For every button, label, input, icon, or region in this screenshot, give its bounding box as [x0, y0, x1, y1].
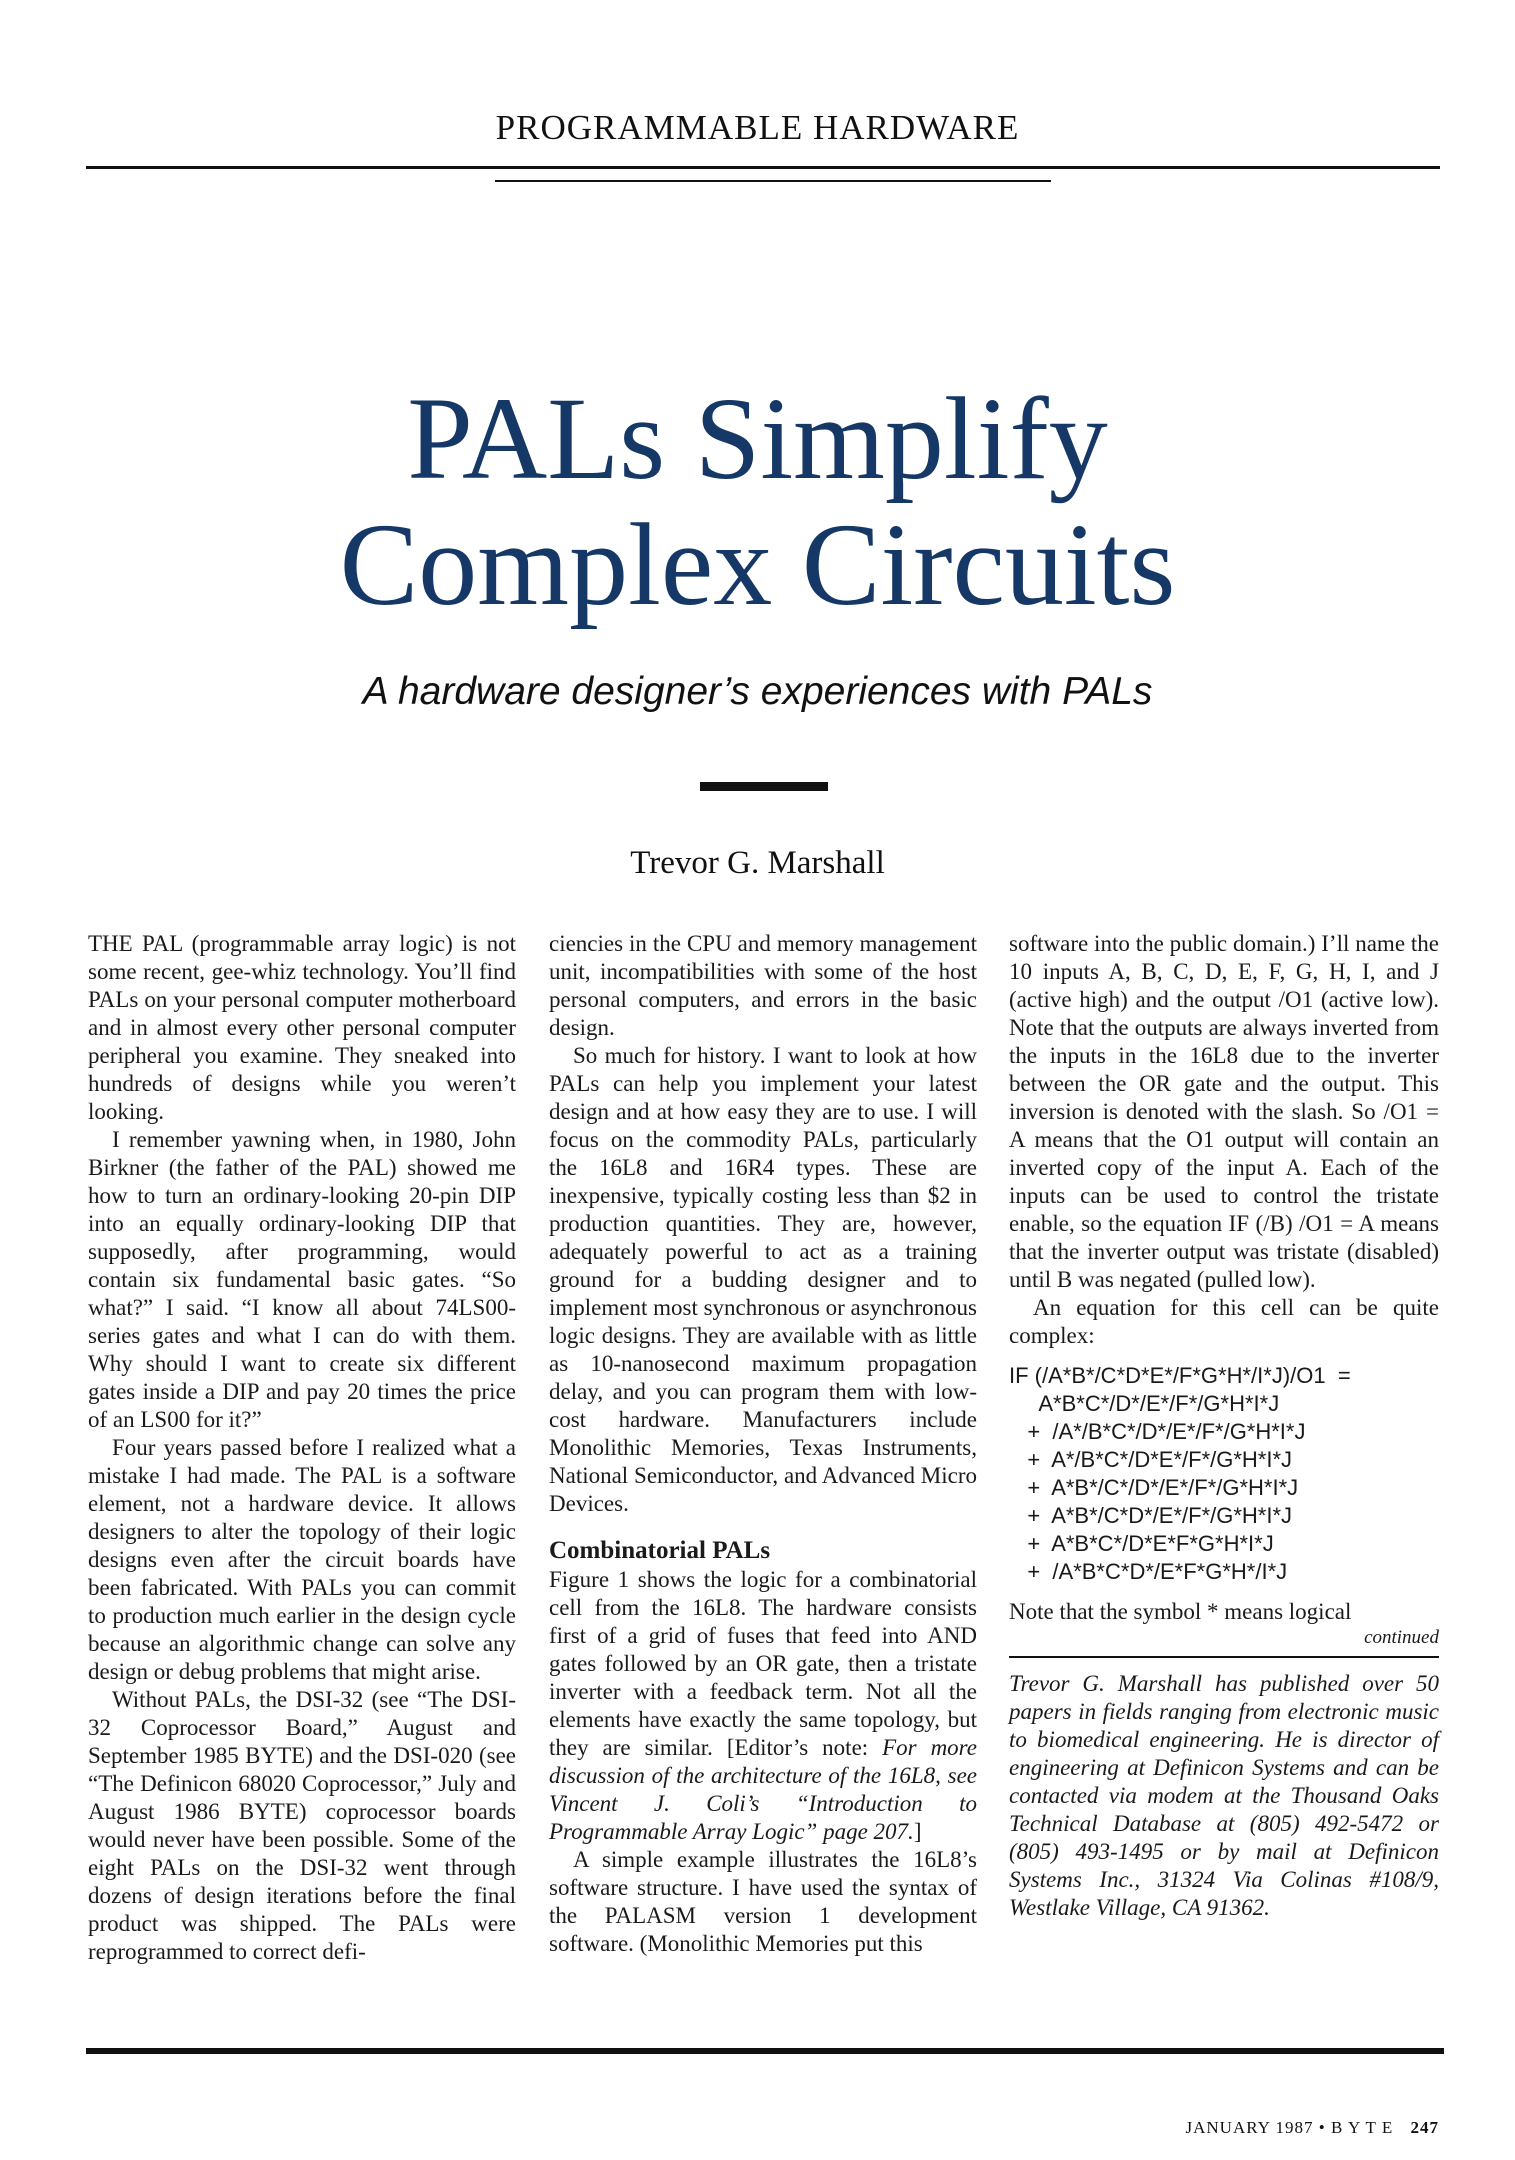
column-1: [88, 930, 516, 1966]
issue-label: JANUARY 1987 • B Y T E: [1185, 2118, 1394, 2137]
author-bio: Trevor G. Marshall has published over 50 papers in fields ranging from electronic music to biomedical engineering. He is director of engineering at Definicon Systems and can be contacted via modem at the Thousand Oaks Technical Database at (805) 492-5472 or (805) 493-1495 or by mail at Definicon Systems Inc., 31324 Via Colinas #108/9, Westlake Village, CA 91362.: [1009, 1671, 1439, 1920]
section-kicker: PROGRAMMABLE HARDWARE: [495, 108, 1020, 147]
paragraph: Without PALs, the DSI-32 (see “The DSI-32 Coprocessor Board,” August and September 1985 BYTE) and the DSI-020 (see “The Definicon 68020 Coprocessor,” July and August 1986 BYTE) coprocessor boards would never have been possible. Some of the eight PALs on the DSI-32 went through dozens of design iterations before the final product was shipped. The PALs were reprogrammed to correct defi-: [88, 1687, 516, 1964]
equation-line: + A*B*/C*D*/E*/F*/G*H*I*J: [1009, 1503, 1293, 1528]
bracket-close: ]: [913, 1819, 922, 1844]
header-subrule: [495, 180, 1051, 182]
byline: Trevor G. Marshall: [630, 845, 885, 881]
title-line-1: PALs Simplify: [407, 373, 1108, 504]
equation-line: + A*B*/C*/D*/E*/F*/G*H*I*J: [1009, 1475, 1299, 1500]
section-subhead: Combinatorial PALs: [549, 1537, 771, 1564]
paragraph: software into the public domain.) I’ll name the 10 inputs A, B, C, D, E, F, G, H, I, and J (active high) and the output /O1 (active low). Note that the outputs are always inverted from the inputs in the 16L8 due to the inverter between the OR gate and the output. This inversion is denoted with the slash. So /O1 = A means that the O1 output will contain an inverted copy of the input A. Each of the inputs can be used to control the tristate enable, so the equation IF (/B) /O1 = A means that the inverter output was tristate (disabled) until B was negated (pulled low).: [1009, 931, 1439, 1292]
page-number: 247: [1410, 2118, 1439, 2137]
decorative-bar: [700, 782, 828, 791]
equation-line: IF (/A*B*/C*D*E*/F*G*H*/I*J)/O1 =: [1009, 1363, 1351, 1388]
equation-line: + /A*/B*C*/D*/E*/F*/G*H*I*J: [1009, 1419, 1306, 1444]
bio-rule: [1009, 1656, 1439, 1658]
header-rule: [86, 166, 1440, 169]
paragraph: Note that the symbol * means logical: [1009, 1599, 1352, 1624]
paragraph: Four years passed before I realized what a mistake I had made. The PAL is a software element, not a hardware device. It allows designers to alter the topology of their logic designs even after the circuit boards have been fabricated. With PALs you can commit to production much earlier in the design cycle because an algorithmic change can solve any design or debug problems that might arise.: [88, 1435, 516, 1684]
editor-note: For more discussion of the architecture of the 16L8, see Vincent J. Coli’s “Introduction to Programmable Array Logic” page 207.: [549, 1735, 977, 1844]
column-2: [549, 930, 977, 1958]
article-title: [0, 373, 1515, 630]
paragraph: THE PAL (programmable array logic) is not some recent, gee-whiz technology. You’ll find PALs on your personal computer motherboard and in almost every other personal computer peripheral you examine. They sneaked into hundreds of designs while you weren’t looking.: [88, 931, 516, 1124]
column-3: [1009, 930, 1439, 1922]
paragraph: So much for history. I want to look at how PALs can help you implement your latest design and at how easy they are to use. I will focus on the commodity PALs, particularly the 16L8 and 16R4 types. These are inexpensive, typically costing less than $2 in production quantities. They are, however, adequately powerful to act as a training ground for a budding designer and to implement most synchronous or asynchronous logic designs. They are available with as little as 10-nanosecond maximum propagation delay, and you can program them with low-cost hardware. Manufacturers include Monolithic Memories, Texas Instruments, National Semiconductor, and Advanced Micro Devices.: [549, 1043, 978, 1516]
paragraph: ciencies in the CPU and memory management unit, incompatibilities with some of the host personal computers, and errors in the basic design.: [549, 931, 977, 1040]
equation-line: + A*/B*C*/D*E*/F*/G*H*I*J: [1009, 1447, 1293, 1472]
paragraph: An equation for this cell can be quite complex:: [1009, 1295, 1439, 1348]
paragraph-text: Figure 1 shows the logic for a combinatorial cell from the 16L8. The hardware consists first of a grid of fuses that feed into AND gates followed by an OR gate, then a tristate inverter with a feedback term. Not all the elements have exactly the same topology, but they are similar. [Editor’s note:: [549, 1567, 977, 1760]
page-footer: [1186, 2118, 1439, 2138]
article-dek: A hardware designer’s experiences with PALs: [362, 670, 1153, 713]
equation-line: A*B*C*/D*/E*/F*/G*H*I*J: [1009, 1391, 1280, 1416]
continued-label: continued: [1364, 1627, 1439, 1648]
paragraph: [549, 1566, 977, 1846]
footer-rule: [86, 2048, 1444, 2054]
equation-block: [1009, 1362, 1439, 1586]
equation-line: + /A*B*C*D*/E*F*G*H*/I*J: [1009, 1559, 1288, 1584]
paragraph: I remember yawning when, in 1980, John Birkner (the father of the PAL) showed me how to turn an ordinary-looking 20-pin DIP into an equally ordinary-looking DIP that supposedly, after programming, would contain six fundamental basic gates. “So what?” I said. “I know all about 74LS00-series gates and what I can do with them. Why should I want to create six different gates inside a DIP and pay 20 times the price of an LS00 for it?”: [88, 1127, 516, 1432]
paragraph: A simple example illustrates the 16L8’s software structure. I have used the syntax of the PALASM version 1 development software. (Monolithic Memories put this: [549, 1847, 977, 1956]
equation-line: + A*B*C*/D*E*F*G*H*I*J: [1009, 1531, 1274, 1556]
title-line-2: Complex Circuits: [339, 499, 1176, 630]
